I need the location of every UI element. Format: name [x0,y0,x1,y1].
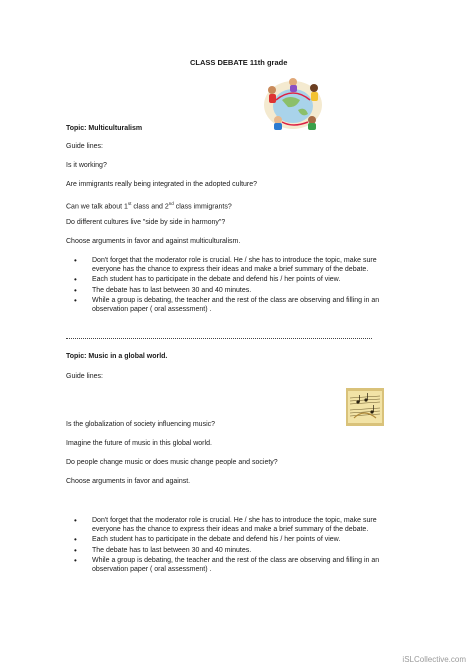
list-item: • Each student has to participate in the debate and defend his / her points of view. [66,535,386,544]
music-sheet-image [346,388,384,426]
question-3: Can we talk about 1st class and 2nd class immigrants? [66,201,232,211]
list-item: • The debate has to last between 30 and 40 minutes. [66,546,386,555]
list-item: • Don't forget that the moderator role is crucial. He / she has to introduce the topic, make sure everyone has the chance to express their ideas and make a brief summary of the debate. [66,256,386,274]
list-item: • Each student has to participate in the debate and defend his / her points of view. [66,275,386,284]
list-item: • The debate has to last between 30 and 40 minutes. [66,286,386,295]
rules-list-2 [66,516,386,575]
topic-music: Topic: Music in a global world. [66,353,168,360]
watermark: iSLCollective.com [402,655,466,664]
list-item: • While a group is debating, the teacher and the rest of the class are observing and filling in an observation paper ( oral assessment) . [66,556,386,574]
guide-lines-label-2: Guide lines: [66,373,103,380]
page-title: CLASS DEBATE 11th grade [190,58,288,67]
topic-multiculturalism: Topic: Multiculturalism [66,125,143,132]
instruction-2: Choose arguments in favor and against. [66,478,191,485]
question-4: Do different cultures live "side by side in harmony"? [66,219,226,226]
question-music-1: Is the globalization of society influencing music? [66,421,216,428]
question-music-3: Do people change music or does music change people and society? [66,459,278,466]
question-1: Is it working? [66,162,107,169]
instruction-1: Choose arguments in favor and against multiculturalism. [66,238,241,245]
list-item: • Don't forget that the moderator role is crucial. He / she has to introduce the topic, make sure everyone has the chance to express their ideas and make a brief summary of the debate. [66,516,386,534]
section-divider [66,338,372,339]
question-music-2: Imagine the future of music in this global world. [66,440,212,447]
list-item: • While a group is debating, the teacher and the rest of the class are observing and filling in an observation paper ( oral assessment) . [66,296,386,314]
rules-list-1 [66,256,386,315]
question-2: Are immigrants really being integrated in the adopted culture? [66,181,258,188]
multicultural-globe-illustration [260,76,326,132]
guide-lines-label: Guide lines: [66,143,103,150]
